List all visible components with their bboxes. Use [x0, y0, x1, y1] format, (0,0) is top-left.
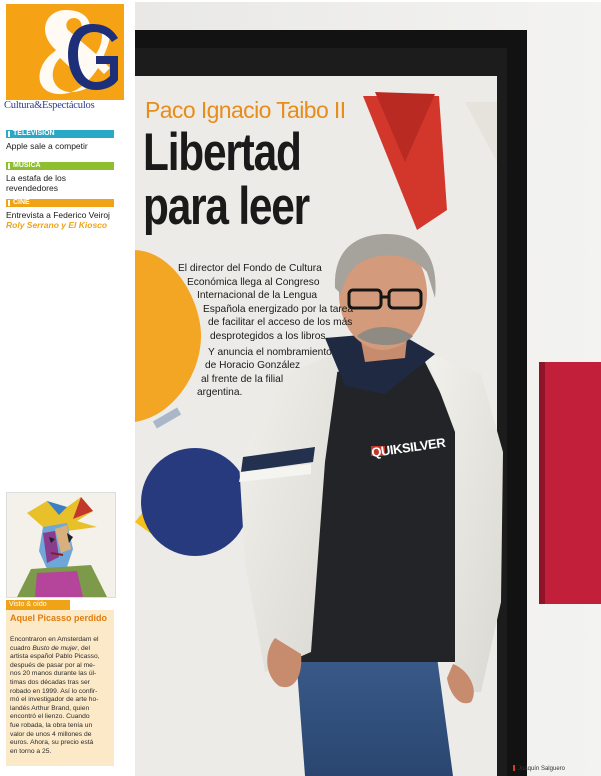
visto-line: en torno a 25.	[10, 747, 52, 755]
picasso-thumbnail[interactable]	[6, 492, 116, 598]
left-sidebar	[0, 0, 126, 776]
shirt-brand-text: QUIKSILVER	[370, 434, 447, 461]
intro-line: El director del Fondo de Cultura	[178, 263, 322, 274]
intro-line: Y anuncia el nombramiento	[208, 346, 332, 358]
picasso-painting-icon	[7, 493, 115, 597]
intro-line: al frente de la filial	[201, 373, 284, 385]
visto-line: euros. Ahora, su precio está	[10, 739, 94, 747]
intro-line: desprotegidos a los libros.	[210, 331, 329, 342]
visto-oido-tag: Visto & oído	[6, 600, 70, 610]
intro-line: de Horacio González	[205, 360, 301, 372]
subline-cine: Roly Serrano y El Kiosco	[6, 220, 108, 230]
visto-line: nos 20 manos durante las úl-	[10, 670, 97, 678]
photo-credit: Joaquín Salguero	[513, 765, 565, 772]
visto-line: mó el investigador de arte ho-	[10, 696, 99, 704]
visto-line: robado en 1999. Así lo confir-	[10, 687, 98, 695]
visto-line: artista español Pablo Picasso,	[10, 653, 100, 661]
headline-title-line2: para leer	[143, 177, 309, 236]
section-logo-icon	[6, 4, 124, 100]
headline-title-line1: Libertad	[143, 123, 301, 182]
intro-line: Española energizado por la tarea	[203, 303, 354, 315]
headline-television[interactable]: Apple sale a competir	[6, 141, 88, 151]
visto-oido-body	[10, 636, 112, 756]
intro-line: de facilitar el acceso de los más	[208, 317, 353, 329]
headline-title[interactable]	[143, 123, 309, 236]
tag-music[interactable]: MUSICA	[6, 162, 114, 170]
intro-line: Económica llega al Congreso	[187, 276, 320, 288]
tag-cine[interactable]: CINE	[6, 199, 114, 207]
visto-line: valor de unos 4 millones de	[10, 730, 92, 738]
headline-music[interactable]: La estafa de los revendedores	[6, 173, 67, 193]
visto-oido-panel	[6, 610, 114, 766]
visto-line: landés Arthur Brand, quien	[10, 704, 90, 712]
visto-line: después de pasar por al me-	[10, 661, 96, 669]
visto-line: Encontraron en Amsterdam el	[10, 636, 99, 643]
headline-name: Paco Ignacio Taibo II	[145, 97, 346, 123]
tag-television[interactable]: TELEVISION	[6, 130, 114, 138]
visto-line: encontró el lienzo. Cuando	[10, 713, 90, 721]
visto-line: timas dos décadas tras ser	[10, 678, 90, 686]
visto-line: cuadro Busto de mujer, del	[10, 644, 90, 652]
intro-line: argentina.	[197, 387, 243, 399]
intro-line: Internacional de la Lengua	[197, 290, 318, 302]
section-logo-caption: Cultura&Espectáculos	[4, 100, 95, 111]
visto-oido-title[interactable]: Aquel Picasso perdido	[10, 613, 108, 623]
headline-cine[interactable]: Entrevista a Federico Veiroj	[6, 210, 110, 220]
visto-line: fue robada, la obra tenía un	[10, 721, 93, 729]
